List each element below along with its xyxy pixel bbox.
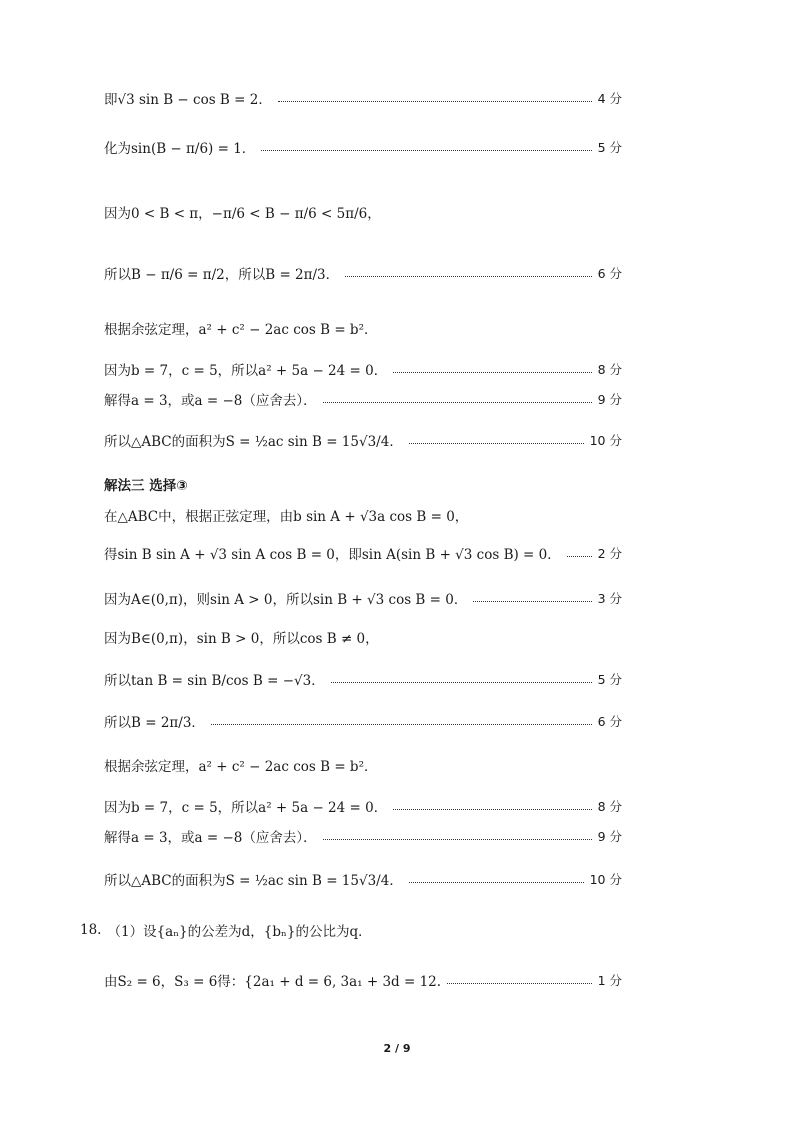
leader-dots [567,555,592,557]
leader-dots [323,401,592,403]
solution-line-math: 即√3 sin B − cos B = 2． [104,92,272,108]
score-label: 8 分 [597,799,622,814]
solution-line-math: 所以B − π/6 = π/2，所以B = 2π/3． [104,267,340,283]
solution-line-math: 所以△ABC的面积为S = ½ac sin B = 15√3/4． [104,873,403,889]
solution-line-math: 根据余弦定理，a² + c² − 2ac cos B = b²． [104,759,378,775]
leader-dots [447,982,591,984]
solution-line-math: 解得a = 3，或a = −8（应舍去）． [104,393,317,409]
leader-dots [409,442,584,444]
solution-line [104,588,622,608]
leader-dots [473,600,591,602]
score-label: 8 分 [597,362,622,377]
solution-line [104,796,622,816]
question-18-statement: （1）设{aₙ}的公差为d，{bₙ}的公比为q． [107,924,372,940]
solution-line [104,137,622,157]
score-label: 9 分 [597,829,622,844]
score-label: 10 分 [589,433,622,448]
question-18-system-line [104,970,622,990]
solution-line [104,318,622,338]
score-label: 9 分 [597,392,622,407]
section-heading: 解法三 选择③ [104,478,188,494]
equation-system: 由S₂ = 6，S₃ = 6得：{2a₁ + d = 6, 3a₁ + 3d = 12. [104,974,442,990]
page-number: 2 / 9 [383,1042,411,1055]
solution-line-math: 在△ABC中，根据正弦定理，由b sin A + √3a cos B = 0， [104,509,469,525]
solution-line [104,755,622,775]
solution-line [104,430,622,450]
solution-line-math: 得sin B sin A + √3 sin A cos B = 0，即sin A(sin B + √3 cos B) = 0． [104,547,561,563]
score-label: 5 分 [597,140,622,155]
solution-line-math: 所以B = 2π/3． [104,715,205,731]
solution-line [104,826,622,846]
score-label: 2 分 [597,546,622,561]
question-number: 18. [80,922,102,938]
solution-line [104,359,622,379]
solution-line [104,669,622,689]
score-label: 6 分 [597,714,622,729]
solution-line-math: 所以tan B = sin B/cos B = −√3． [104,673,325,689]
score-label: 3 分 [597,591,622,606]
leader-dots [278,100,592,102]
solution-line-math: 所以△ABC的面积为S = ½ac sin B = 15√3/4． [104,434,403,450]
solution-line [104,711,622,731]
solution-line [104,869,622,889]
solution-line [104,543,622,563]
score-label: 5 分 [597,672,622,687]
score-label: 10 分 [589,872,622,887]
leader-dots [345,275,591,277]
score-label: 4 分 [597,91,622,106]
solution-line [104,263,622,283]
score-label: 1 分 [597,973,622,988]
solution-line [104,389,622,409]
solution-line-math: 解得a = 3，或a = −8（应舍去）． [104,830,317,846]
solution-line [104,627,622,647]
solution-line [104,88,622,108]
question-18-line [80,920,622,940]
solution-line-math: 因为b = 7，c = 5，所以a² + 5a − 24 = 0． [104,800,388,816]
solution-line-math: 因为B∈(0,π)，sin B > 0，所以cos B ≠ 0， [104,631,379,647]
leader-dots [393,371,591,373]
leader-dots [393,808,591,810]
solution-line [104,202,622,222]
solution-line-math: 化为sin(B − π/6) = 1． [104,141,256,157]
solution-line-math: 根据余弦定理，a² + c² − 2ac cos B = b²． [104,322,378,338]
solution-line-math: 因为0 < B < π，−π/6 < B − π/6 < 5π/6， [104,206,381,222]
leader-dots [331,681,592,683]
leader-dots [409,881,584,883]
leader-dots [211,723,592,725]
solution-line-math: 因为A∈(0,π)，则sin A > 0，所以sin B + √3 cos B = 0． [104,592,468,608]
solution-line-math: 因为b = 7，c = 5，所以a² + 5a − 24 = 0． [104,363,388,379]
leader-dots [323,838,592,840]
leader-dots [261,149,591,151]
score-label: 6 分 [597,266,622,281]
solution-line [104,505,622,525]
